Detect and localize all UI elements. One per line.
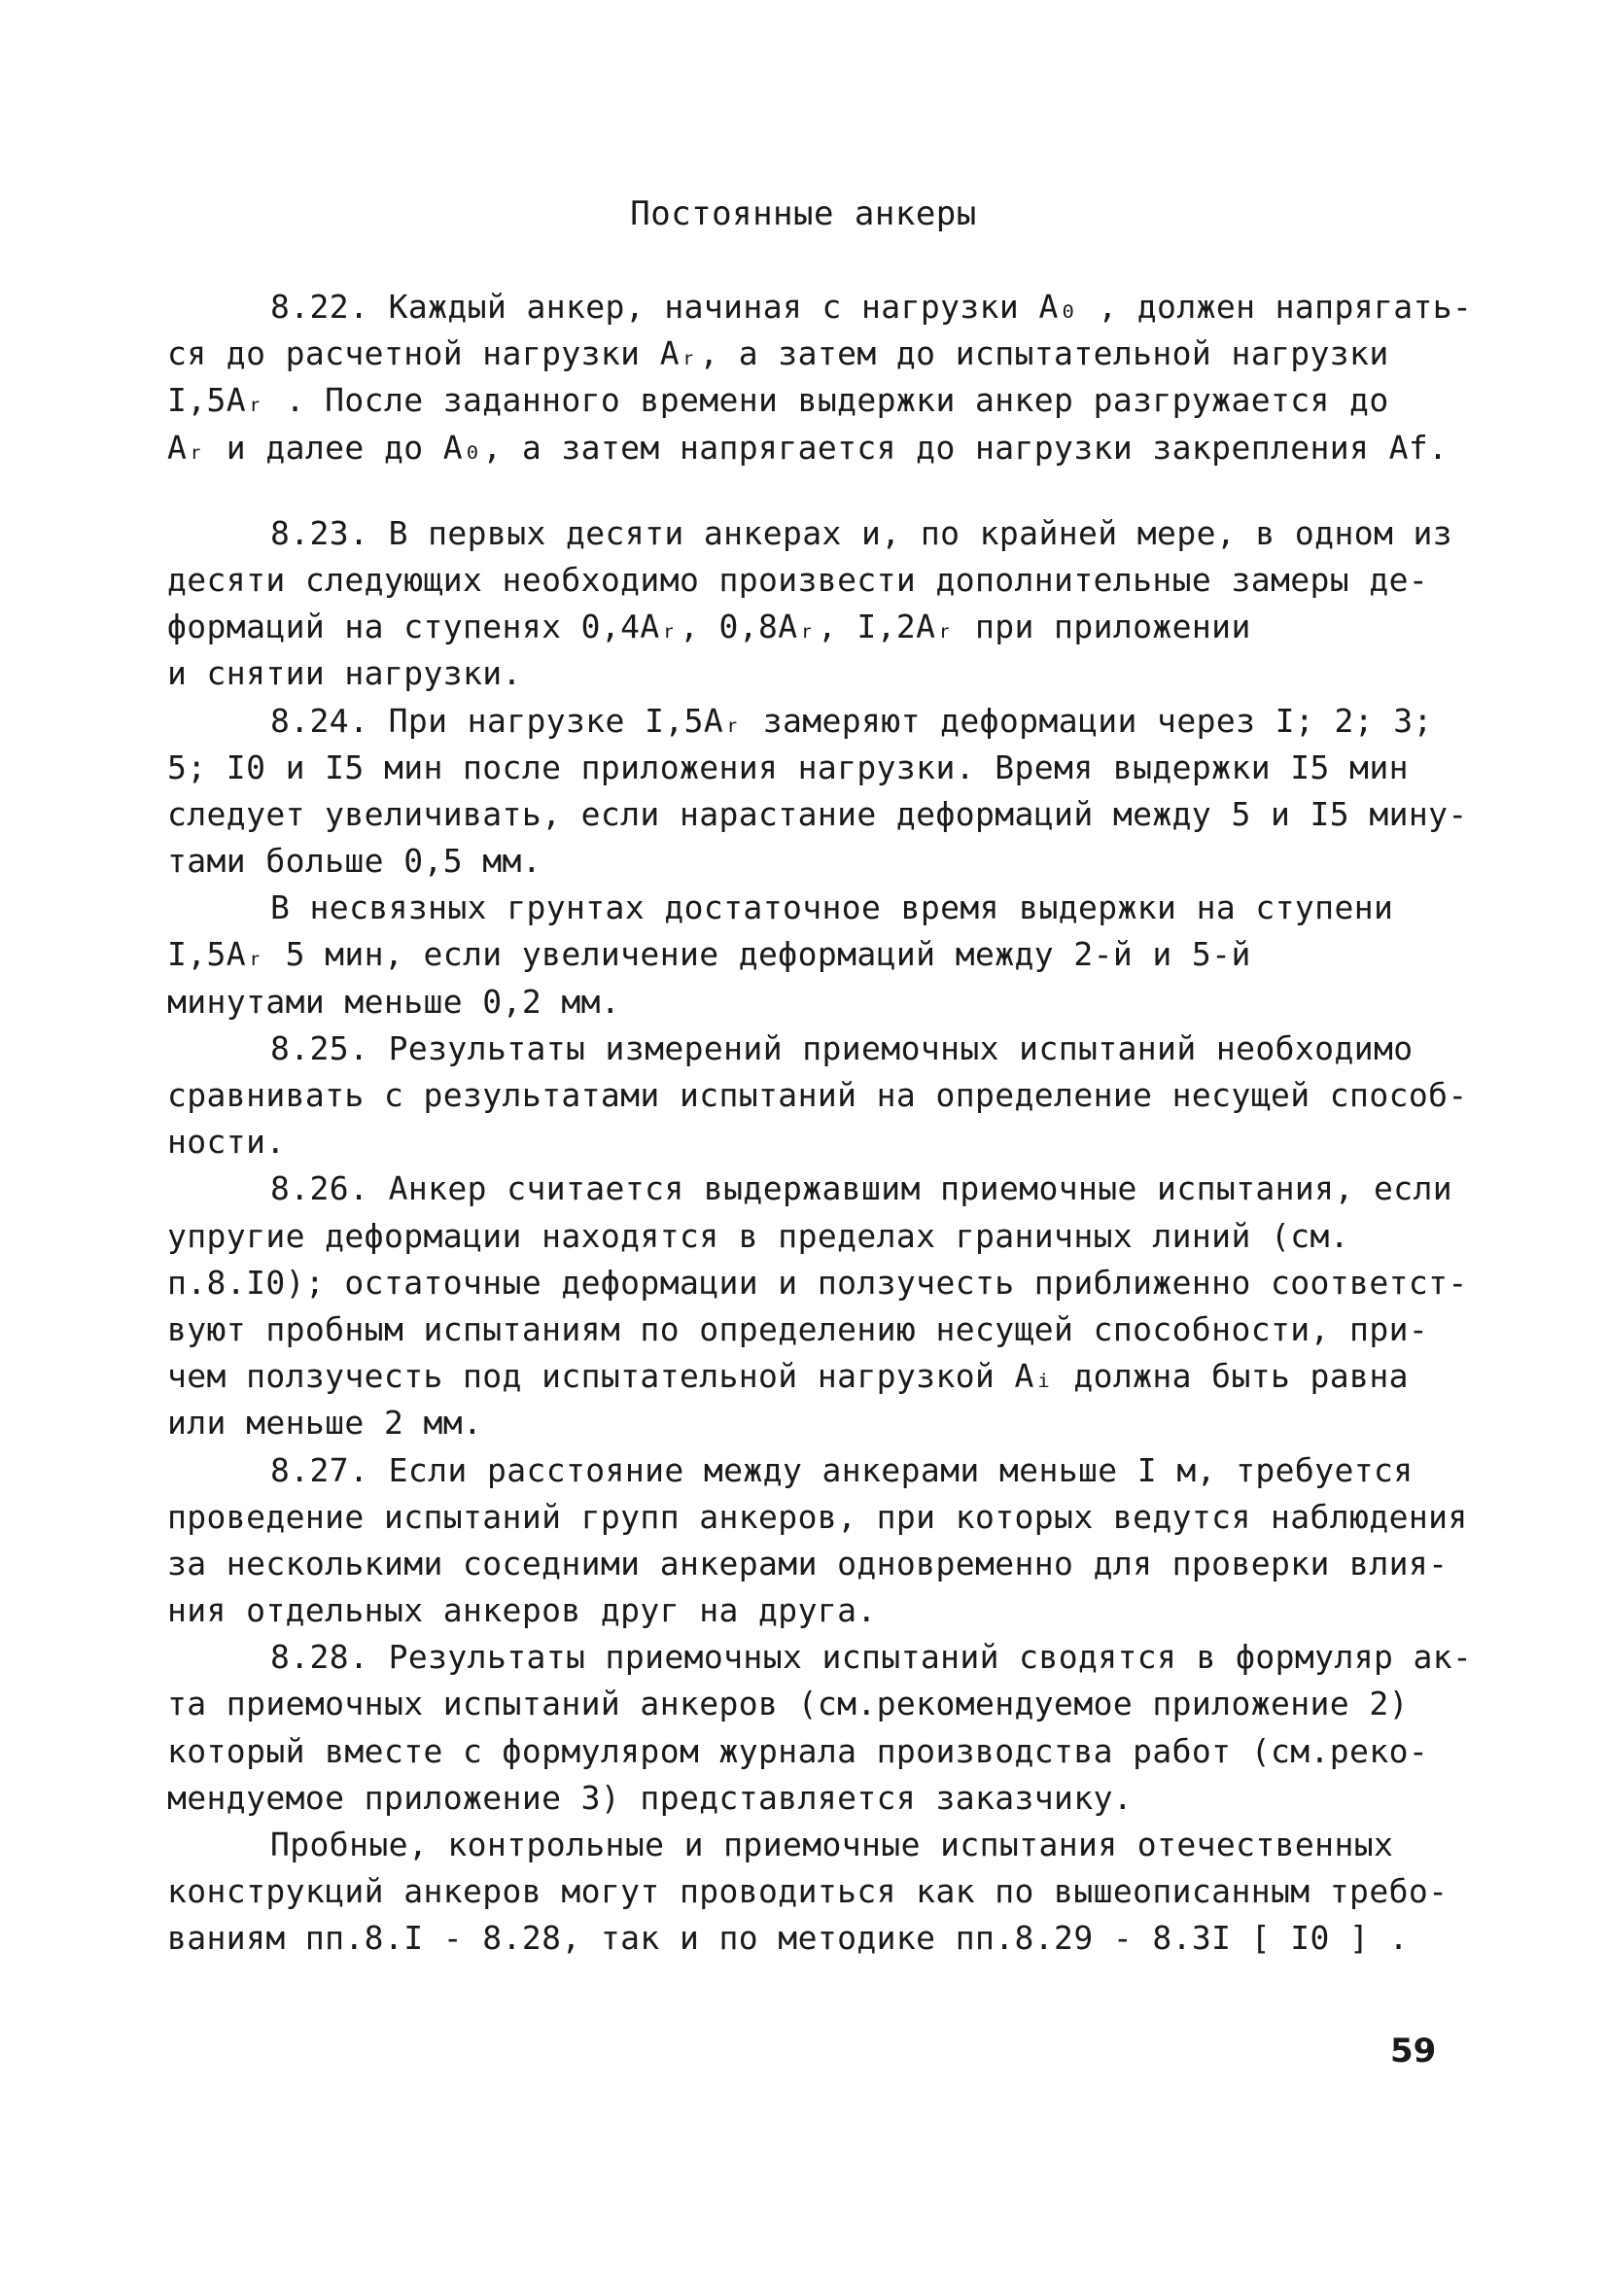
text-line: десяти следующих необходимо произвести дополнительные замеры де- xyxy=(167,560,1429,599)
text-line: за несколькими соседними анкерами одновременно для проверки влия- xyxy=(167,1544,1449,1583)
text-line: вуют пробным испытаниям по определению несущей способности, при- xyxy=(167,1309,1429,1348)
text-line: I,5Aᵣ . После заданного времени выдержки анкер разгружается до xyxy=(167,381,1389,420)
text-line: ния отдельных анкеров друг на друга. xyxy=(167,1591,877,1630)
text-line: и снятии нагрузки. xyxy=(167,654,522,693)
paragraph-gap xyxy=(167,471,1441,510)
text-line: В несвязных грунтах достаточное время выдержки на ступени xyxy=(270,888,1394,927)
text-line: 8.28. Результаты приемочных испытаний сводятся в формуляр ак- xyxy=(270,1638,1473,1677)
text-line: минутами меньше 0,2 мм. xyxy=(167,982,621,1021)
text-line: ности. xyxy=(167,1123,286,1162)
text-line: проведение испытаний групп анкеров, при которых ведутся наблюдения xyxy=(167,1497,1468,1536)
text-line: конструкций анкеров могут проводиться как по вышеописанным требо- xyxy=(167,1872,1449,1911)
text-line: Aᵣ и далее до A₀, а затем напрягается до нагрузки закрепления Af. xyxy=(167,428,1449,467)
text-line: чем ползучесть под испытательной нагрузкой Aᵢ должна быть равна xyxy=(167,1357,1409,1396)
text-line: I,5Aᵣ 5 мин, если увеличение деформаций между 2-й и 5-й xyxy=(167,935,1251,974)
text-line: который вместе с формуляром журнала производства работ (см.реко- xyxy=(167,1731,1429,1770)
text-line: п.8.I0); остаточные деформации и ползучесть приближенно соответст- xyxy=(167,1263,1468,1302)
text-line: тами больше 0,5 мм. xyxy=(167,842,542,881)
text-line: 8.24. При нагрузке I,5Aᵣ замеряют деформации через I; 2; 3; xyxy=(270,701,1433,740)
text-line: 8.26. Анкер считается выдержавшим приемочные испытания, если xyxy=(270,1169,1453,1208)
text-line: 5; I0 и I5 мин после приложения нагрузки. Время выдержки I5 мин xyxy=(167,748,1409,786)
section-heading: Постоянные анкеры xyxy=(630,194,977,233)
text-line: та приемочных испытаний анкеров (см.рекомендуемое приложение 2) xyxy=(167,1685,1409,1723)
text-line: ся до расчетной нагрузки Aᵣ, а затем до испытательной нагрузки xyxy=(167,334,1389,373)
text-line: формаций на ступенях 0,4Aᵣ, 0,8Aᵣ, I,2Aᵣ при приложении xyxy=(167,608,1251,646)
text-line: или меньше 2 мм. xyxy=(167,1404,483,1443)
text-line: 8.25. Результаты измерений приемочных испытаний необходимо xyxy=(270,1028,1414,1067)
text-line: мендуемое приложение 3) представляется заказчику. xyxy=(167,1778,1134,1817)
text-line: 8.22. Каждый анкер, начиная с нагрузки A₀ , должен напрягать- xyxy=(270,288,1473,326)
text-line: Пробные, контрольные и приемочные испытания отечественных xyxy=(270,1826,1394,1863)
text-line: ваниям пп.8.I - 8.28, так и по методике пп.8.29 - 8.3I [ I0 ] . xyxy=(167,1919,1409,1958)
text-line: следует увеличивать, если нарастание деформаций между 5 и I5 мину- xyxy=(167,794,1468,833)
body-text xyxy=(167,284,1473,1963)
text-line: 8.23. В первых десяти анкерах и, по крайней мере, в одном из xyxy=(270,513,1453,552)
text-line: сравнивать с результатами испытаний на определение несущей способ- xyxy=(167,1076,1468,1114)
text-line: упругие деформации находятся в пределах граничных линий (см. xyxy=(167,1216,1350,1255)
text-line: 8.27. Если расстояние между анкерами меньше I м, требуется xyxy=(270,1450,1414,1489)
page-number: 59 xyxy=(1390,2032,1437,2070)
